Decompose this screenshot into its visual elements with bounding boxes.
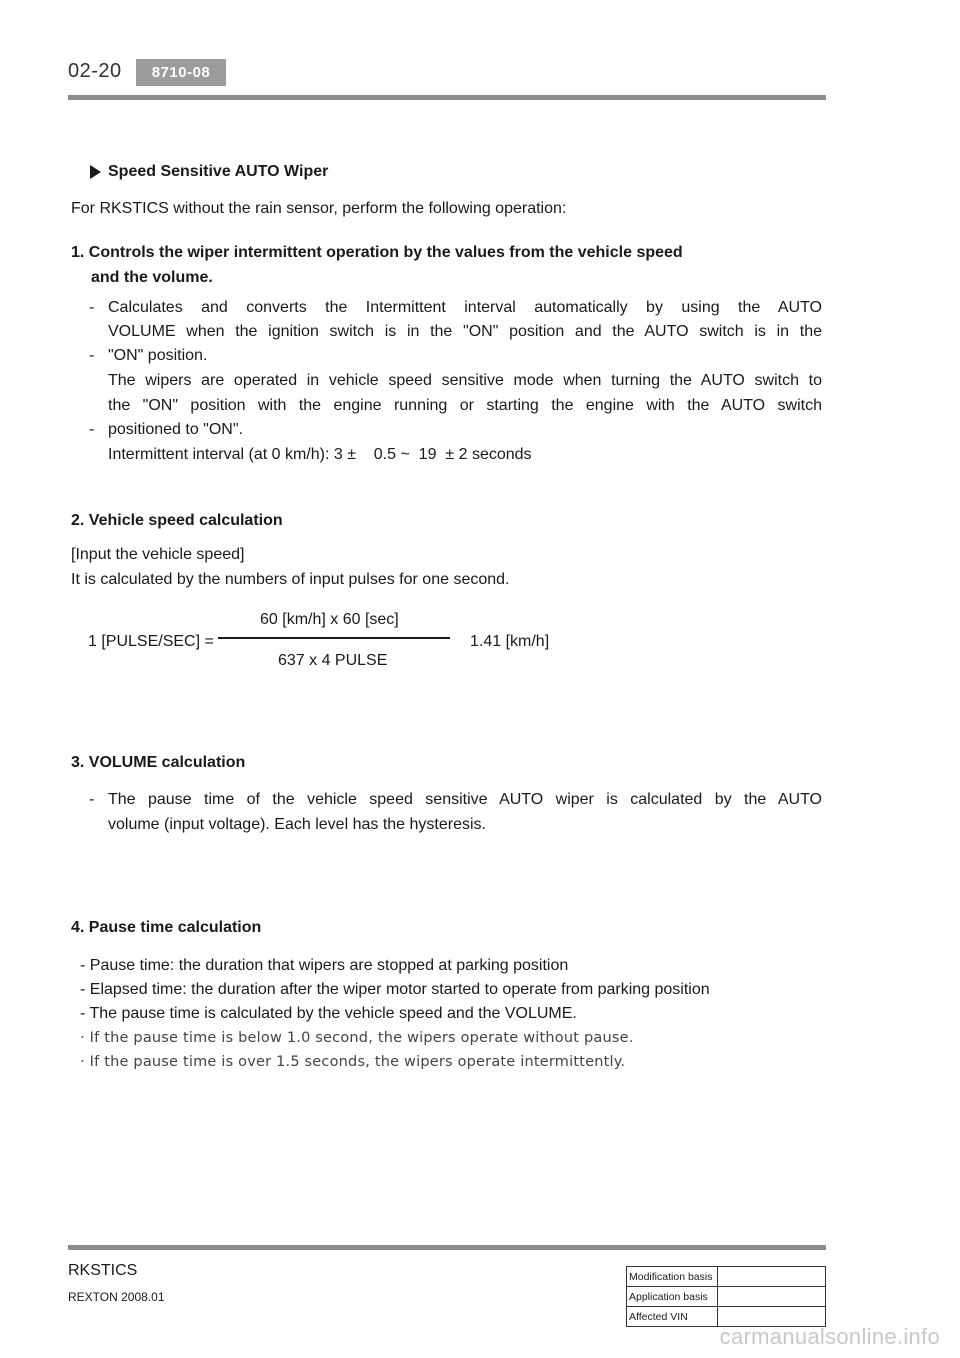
item1-dash-1: - bbox=[89, 299, 95, 316]
item4-bullet-1: - Pause time: the duration that wipers are stopped at parking position bbox=[80, 957, 569, 974]
application-basis-value bbox=[718, 1287, 826, 1307]
item1-line-6: positioned to "ON". bbox=[108, 421, 243, 438]
watermark: carmanualsonline.info bbox=[719, 1324, 940, 1349]
item4-bullet-3: - The pause time is calculated by the vehicle speed and the VOLUME. bbox=[80, 1005, 577, 1022]
item4-bullet-2: - Elapsed time: the duration after the wiper motor started to operate from parking position bbox=[80, 981, 710, 998]
modification-basis-value bbox=[718, 1267, 826, 1287]
footer-brand: RKSTICS bbox=[68, 1262, 138, 1279]
item1-line-3: "ON" position. bbox=[108, 347, 208, 364]
footer-model-date: REXTON 2008.01 bbox=[68, 1290, 165, 1304]
item3-line-1: The pause time of the vehicle speed sensitive AUTO wiper is calculated by the AUTO bbox=[108, 791, 822, 808]
formula-denominator: 637 x 4 PULSE bbox=[278, 652, 388, 669]
footer-rule bbox=[68, 1245, 826, 1250]
affected-vin-label: Affected VIN bbox=[627, 1307, 718, 1327]
item4-heading: 4. Pause time calculation bbox=[71, 919, 262, 936]
item2-description: It is calculated by the numbers of input pulses for one second. bbox=[71, 571, 510, 588]
formula-fraction-bar bbox=[218, 637, 450, 639]
intro-text: For RKSTICS without the rain sensor, perform the following operation: bbox=[71, 200, 567, 217]
item1-line-7: Intermittent interval (at 0 km/h): 3 ± 0.5 ~ 19 ± 2 seconds bbox=[108, 446, 532, 463]
section-title: Speed Sensitive AUTO Wiper bbox=[108, 163, 329, 180]
item2-heading: 2. Vehicle speed calculation bbox=[71, 512, 283, 529]
item1-line-5: the "ON" position with the engine running or starting the engine with the AUTO switch bbox=[108, 397, 822, 414]
page-number: 02-20 bbox=[68, 60, 122, 82]
item3-line-2: volume (input voltage). Each level has the hysteresis. bbox=[108, 816, 486, 833]
table-row bbox=[627, 1287, 826, 1307]
formula-numerator: 60 [km/h] x 60 [sec] bbox=[260, 611, 399, 628]
item4-note-2: · If the pause time is over 1.5 seconds, the wipers operate intermittently. bbox=[80, 1054, 626, 1070]
modification-basis-label: Modification basis bbox=[627, 1267, 718, 1287]
item1-heading: 1. Controls the wiper intermittent operation by the values from the vehicle speed bbox=[71, 244, 683, 261]
formula-result: 1.41 [km/h] bbox=[470, 633, 550, 650]
item1-line-4: The wipers are operated in vehicle speed sensitive mode when turning the AUTO switch to bbox=[108, 372, 822, 389]
header-rule bbox=[68, 95, 826, 100]
item1-dash-3: - bbox=[89, 421, 95, 438]
item1-dash-2: - bbox=[89, 347, 95, 364]
revision-info-table bbox=[626, 1266, 826, 1327]
triangle-bullet-icon bbox=[90, 165, 101, 179]
item2-subheading: [Input the vehicle speed] bbox=[71, 546, 245, 563]
item4-note-1: · If the pause time is below 1.0 second, the wipers operate without pause. bbox=[80, 1030, 634, 1046]
formula-lhs: 1 [PULSE/SEC] = bbox=[88, 633, 214, 650]
item3-dash: - bbox=[89, 791, 95, 808]
item1-heading-cont: and the volume. bbox=[91, 269, 213, 286]
item1-line-1: Calculates and converts the Intermittent interval automatically by using the AUTO bbox=[108, 299, 822, 316]
section-code-badge: 8710-08 bbox=[136, 59, 226, 86]
application-basis-label: Application basis bbox=[627, 1287, 718, 1307]
item1-line-2: VOLUME when the ignition switch is in the "ON" position and the AUTO switch is in the bbox=[108, 323, 822, 340]
item3-heading: 3. VOLUME calculation bbox=[71, 754, 246, 771]
table-row bbox=[627, 1267, 826, 1287]
